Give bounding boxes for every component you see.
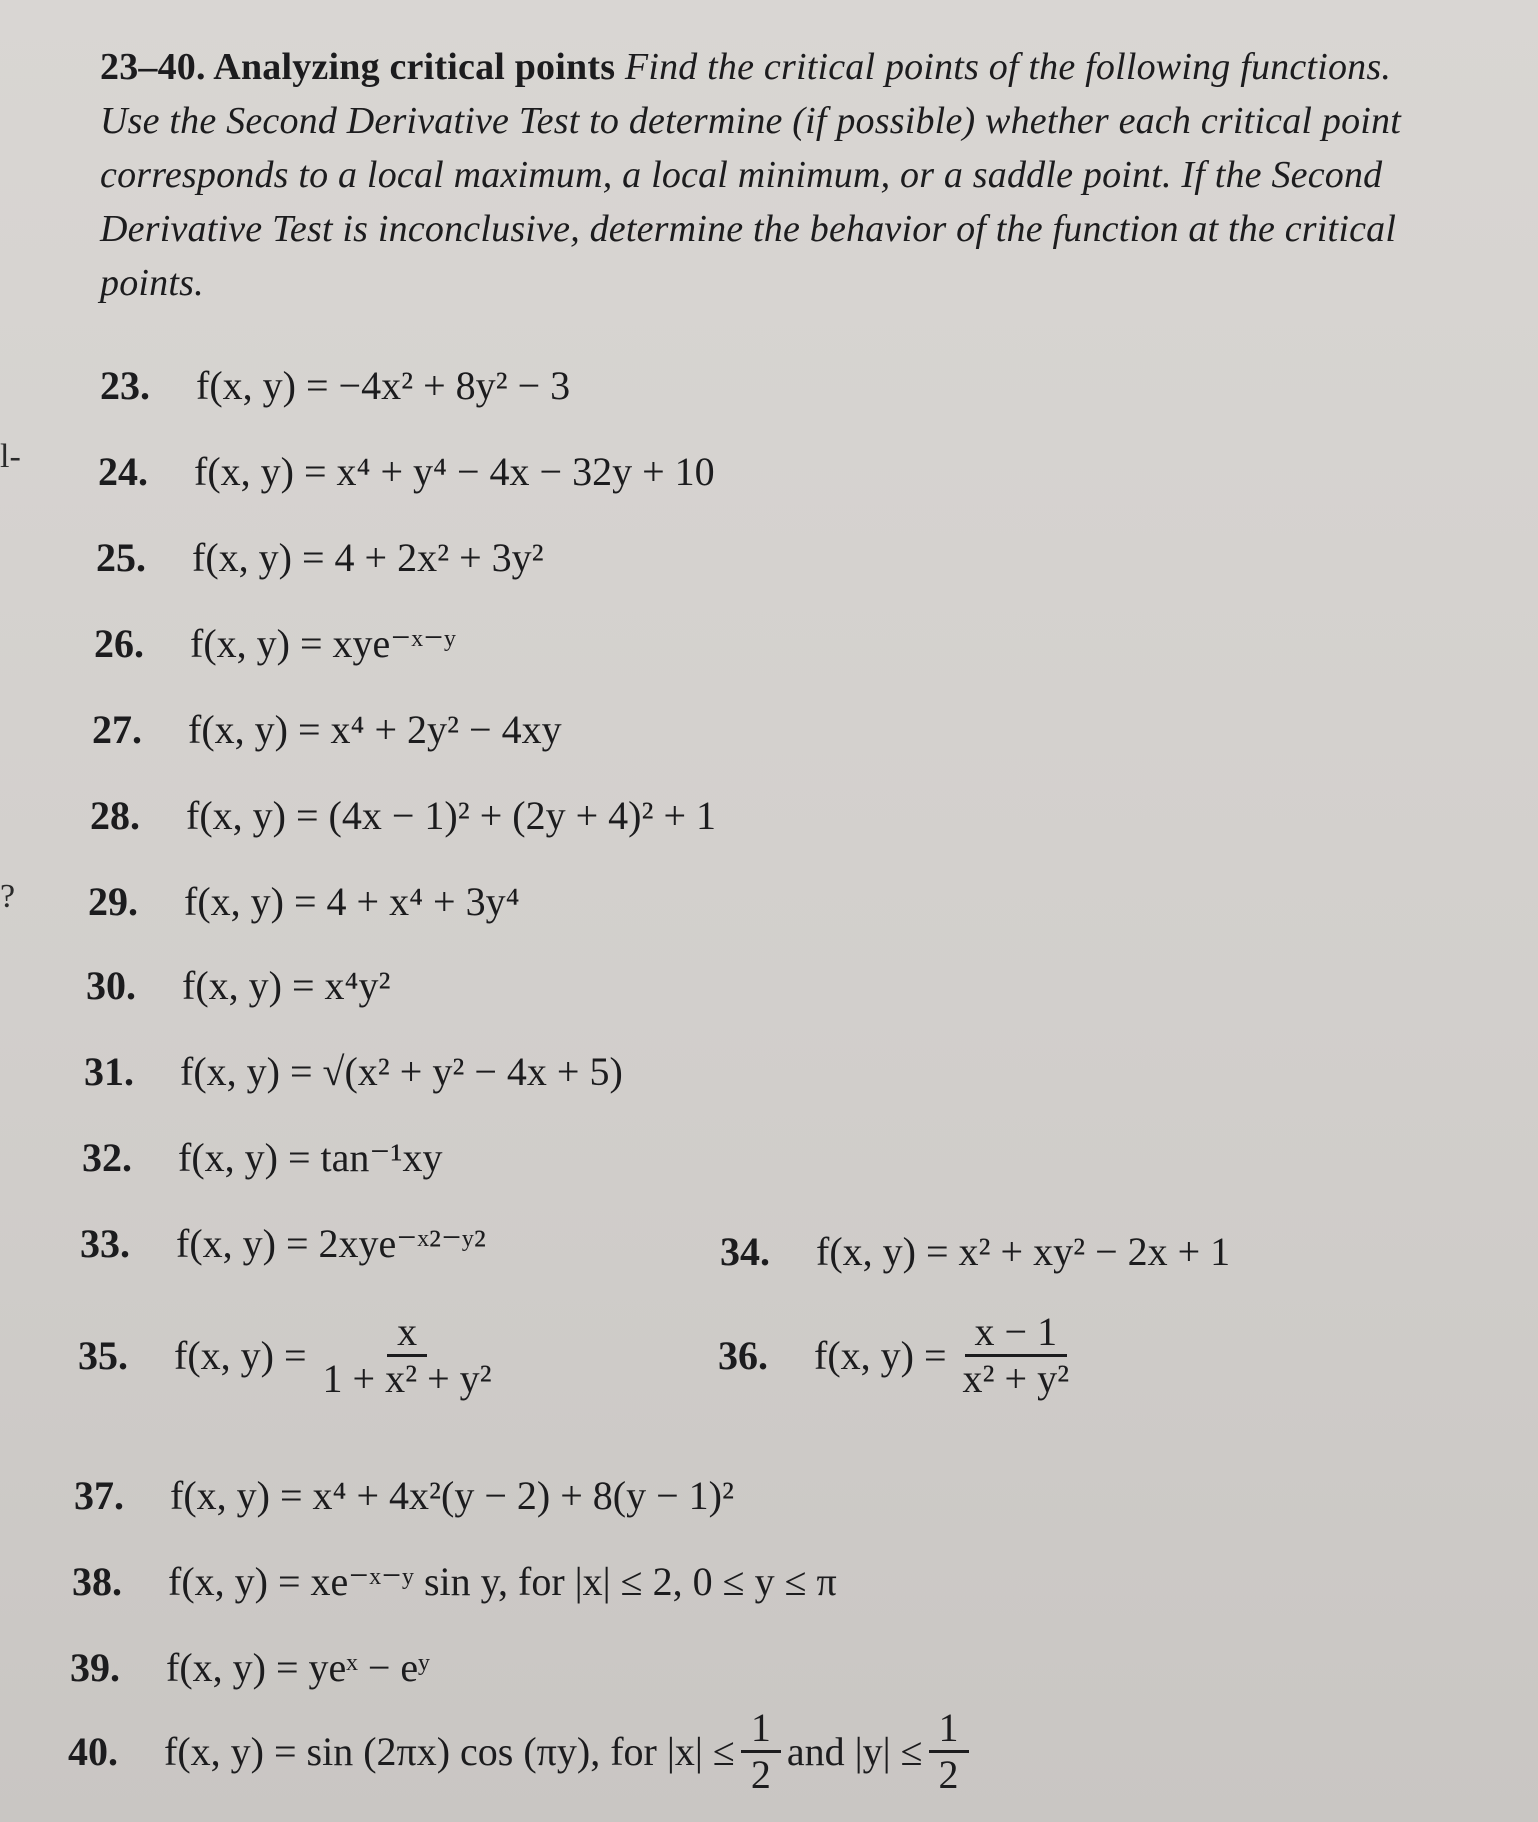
fraction	[313, 1310, 502, 1401]
problem-27	[92, 706, 562, 753]
problem-expression: f(x, y) = x⁴ + 4x²(y − 2) + 8(y − 1)²	[170, 1473, 734, 1518]
problem-24	[98, 448, 715, 495]
problem-expression: f(x, y) = tan⁻¹xy	[178, 1135, 443, 1180]
problem-number: 30.	[86, 963, 136, 1008]
fraction-numerator: 1	[741, 1706, 781, 1753]
problem-number: 38.	[72, 1559, 122, 1604]
problem-number: 36.	[718, 1333, 768, 1378]
problem-number: 35.	[78, 1333, 128, 1378]
problem-34	[720, 1228, 1230, 1275]
problem-23	[100, 362, 570, 409]
fraction	[741, 1706, 781, 1797]
problem-number: 23.	[100, 363, 150, 408]
problem-expression: f(x, y) = x⁴y²	[182, 963, 391, 1008]
problem-number: 37.	[74, 1473, 124, 1518]
fraction-denominator: x² + y²	[962, 1356, 1070, 1401]
problem-31	[84, 1048, 623, 1095]
fraction-numerator: x − 1	[965, 1310, 1068, 1357]
fraction-denominator: 2	[750, 1752, 771, 1797]
problem-expression: f(x, y) = x² + xy² − 2x + 1	[816, 1229, 1231, 1274]
problem-30	[86, 962, 390, 1009]
problem-26	[94, 620, 456, 667]
problem-number: 24.	[98, 449, 148, 494]
fraction-numerator: 1	[929, 1706, 969, 1753]
problem-37	[74, 1472, 734, 1519]
problem-expression: f(x, y) = xe⁻ˣ⁻ʸ sin y, for |x| ≤ 2, 0 ≤ y ≤ π	[168, 1559, 837, 1604]
problem-expression: f(x, y) = xye⁻ˣ⁻ʸ	[190, 621, 456, 666]
problem-expression: f(x, y) = −4x² + 8y² − 3	[196, 363, 571, 408]
problem-expression: f(x, y) = 2xye⁻ˣ²⁻ʸ²	[176, 1221, 486, 1266]
problem-number: 28.	[90, 793, 140, 838]
problem-40	[68, 1706, 975, 1797]
problem-28	[90, 792, 716, 839]
problem-38	[72, 1558, 837, 1605]
problem-expression: f(x, y) = 4 + 2x² + 3y²	[192, 535, 544, 580]
problem-number: 27.	[92, 707, 142, 752]
problem-29	[88, 878, 520, 925]
problem-36	[718, 1310, 1085, 1401]
problem-expression: f(x, y) = x⁴ + 2y² − 4xy	[188, 707, 562, 752]
problem-33	[80, 1220, 486, 1267]
problem-lhs: f(x, y) =	[174, 1333, 307, 1378]
margin-mark-top: l-	[0, 438, 21, 475]
problem-number: 33.	[80, 1221, 130, 1266]
problem-25	[96, 534, 544, 581]
problem-number: 40.	[68, 1729, 118, 1774]
problem-number: 32.	[82, 1135, 132, 1180]
problem-expression-mid: and |y| ≤	[786, 1729, 923, 1774]
problem-expression: f(x, y) = √(x² + y² − 4x + 5)	[180, 1049, 623, 1094]
problem-expression: f(x, y) = x⁴ + y⁴ − 4x − 32y + 10	[194, 449, 715, 494]
problem-number: 39.	[70, 1645, 120, 1690]
fraction-numerator: x	[387, 1310, 427, 1357]
problem-number: 29.	[88, 879, 138, 924]
exercise-instructions-text: Find the critical points of the following functions. Use the Second Derivative Test to determine (if possible) whether each critical point corresponds to a local maximum, a local minimum, or a saddle point. If the Second Derivative Test is inconclusive, determine the behavior of the function at the critical points.	[100, 46, 1401, 304]
fraction-denominator: 1 + x² + y²	[322, 1356, 492, 1401]
problem-number: 31.	[84, 1049, 134, 1094]
problem-32	[82, 1134, 443, 1181]
fraction	[953, 1310, 1080, 1401]
exercise-heading: 23–40. Analyzing critical points	[100, 46, 616, 88]
problem-35	[78, 1310, 508, 1401]
problem-number: 26.	[94, 621, 144, 666]
fraction	[929, 1706, 969, 1797]
problem-expression: f(x, y) = (4x − 1)² + (2y + 4)² + 1	[186, 793, 717, 838]
margin-mark-question: ?	[0, 878, 16, 915]
problem-expression: f(x, y) = 4 + x⁴ + 3y⁴	[184, 879, 520, 924]
problem-number: 25.	[96, 535, 146, 580]
problem-number: 34.	[720, 1229, 770, 1274]
problem-expression: f(x, y) = sin (2πx) cos (πy), for |x| ≤	[164, 1729, 735, 1774]
problem-39	[70, 1644, 430, 1691]
problem-lhs: f(x, y) =	[814, 1333, 947, 1378]
problem-expression: f(x, y) = yeˣ − eʸ	[166, 1645, 431, 1690]
fraction-denominator: 2	[938, 1752, 959, 1797]
exercise-instructions	[100, 40, 1430, 310]
